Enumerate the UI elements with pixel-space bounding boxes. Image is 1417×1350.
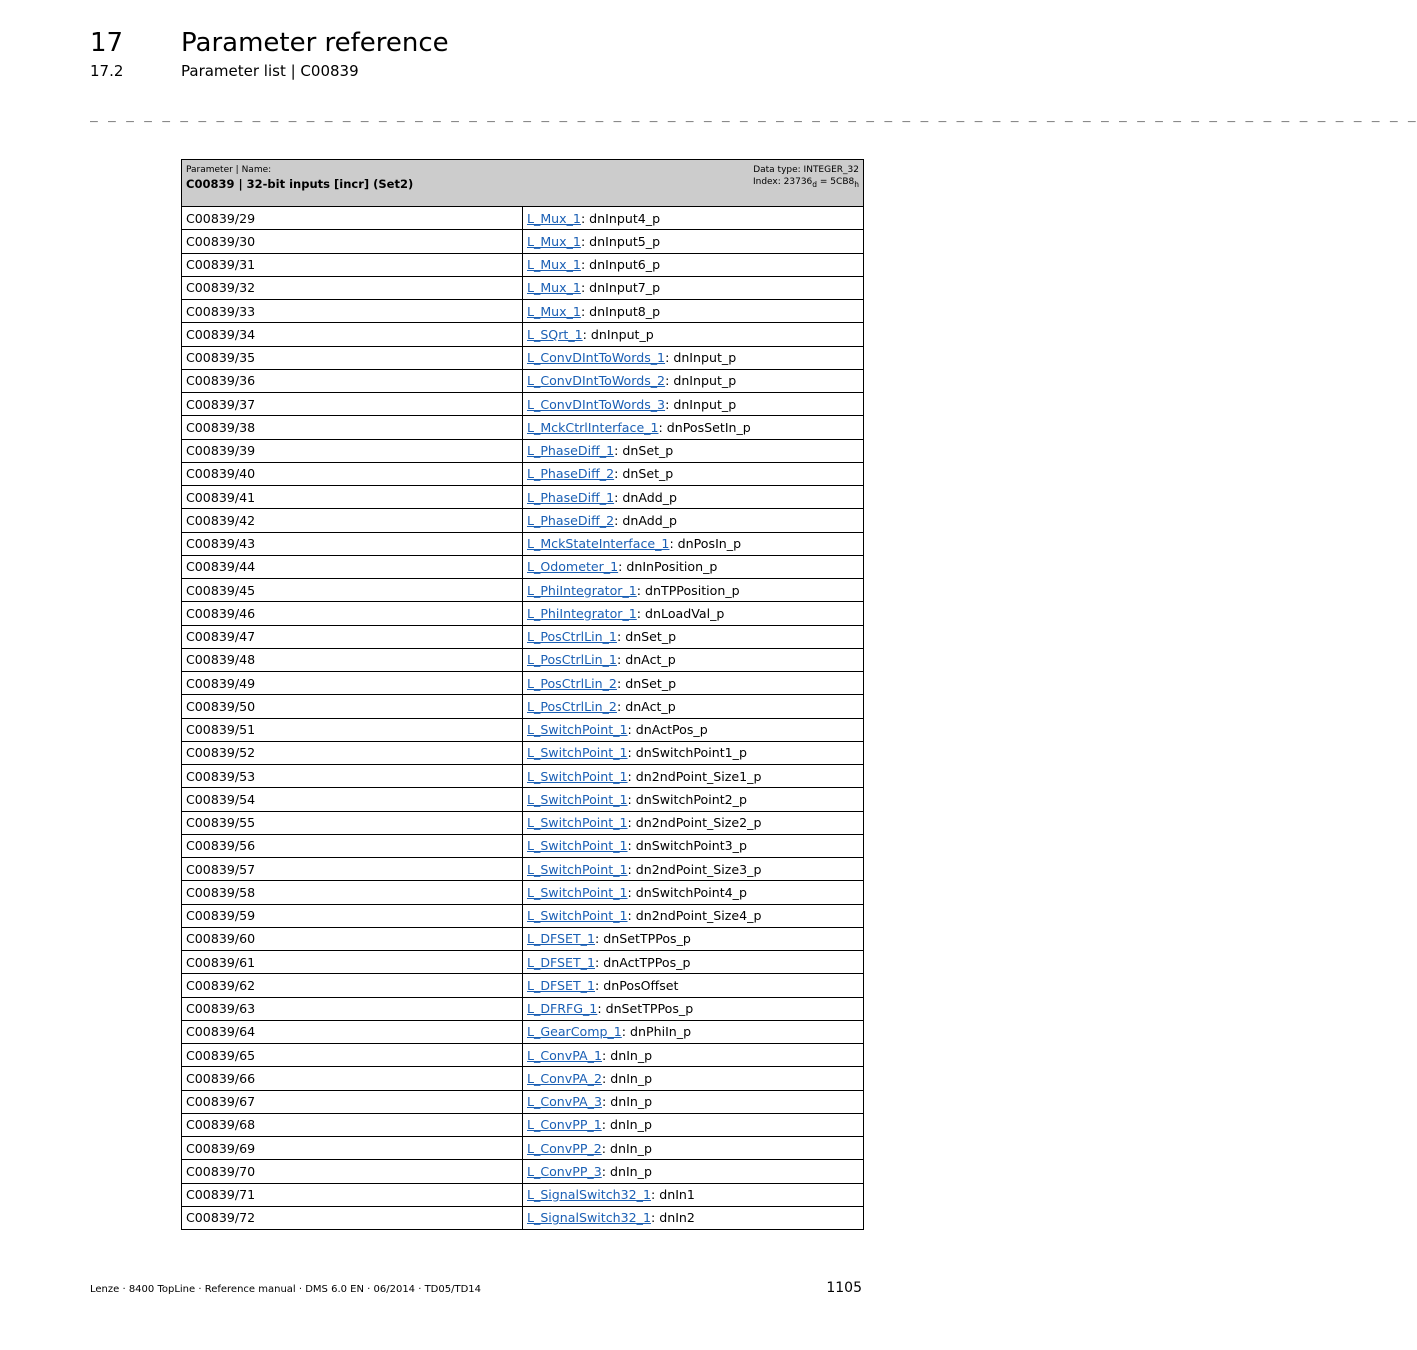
parameter-code: C00839/46 — [182, 602, 523, 625]
function-block-link[interactable]: L_ConvPP_3 — [527, 1163, 602, 1179]
function-block-link[interactable]: L_DFSET_1 — [527, 931, 595, 947]
function-block-link[interactable]: L_ConvDIntToWords_2 — [527, 373, 666, 389]
parameter-source — [523, 207, 864, 230]
parameter-source — [523, 439, 864, 462]
parameter-source — [523, 1090, 864, 1113]
function-block-link[interactable]: L_PosCtrlLin_1 — [527, 652, 617, 668]
parameter-source — [523, 1183, 864, 1206]
signal-name: : dnIn_p — [601, 1140, 652, 1156]
parameter-code: C00839/66 — [182, 1067, 523, 1090]
function-block-link[interactable]: L_Odometer_1 — [527, 559, 619, 575]
parameter-source — [523, 1160, 864, 1183]
function-block-link[interactable]: L_ConvPA_2 — [527, 1070, 602, 1086]
signal-name: : dnInPosition_p — [618, 559, 718, 575]
parameter-code: C00839/70 — [182, 1160, 523, 1183]
signal-name: : dnIn2 — [650, 1210, 695, 1226]
table-row — [182, 323, 864, 346]
parameter-code: C00839/69 — [182, 1137, 523, 1160]
parameter-code: C00839/41 — [182, 486, 523, 509]
table-row — [182, 741, 864, 764]
signal-name: : dnInput7_p — [580, 280, 661, 296]
function-block-link[interactable]: L_SwitchPoint_1 — [527, 815, 628, 831]
signal-name: : dnSet_p — [614, 443, 674, 459]
parameter-code: C00839/62 — [182, 974, 523, 997]
parameter-source — [523, 974, 864, 997]
page-number: 1105 — [826, 1280, 862, 1296]
function-block-link[interactable]: L_SwitchPoint_1 — [527, 722, 628, 738]
parameter-source — [523, 1067, 864, 1090]
parameter-code: C00839/53 — [182, 765, 523, 788]
table-row — [182, 695, 864, 718]
parameter-code: C00839/61 — [182, 951, 523, 974]
function-block-link[interactable]: L_GearComp_1 — [527, 1024, 622, 1040]
parameter-code: C00839/60 — [182, 927, 523, 950]
parameter-code: C00839/55 — [182, 811, 523, 834]
parameter-source — [523, 904, 864, 927]
table-row — [182, 1113, 864, 1136]
signal-name: : dnPosOffset — [595, 977, 679, 993]
table-row — [182, 951, 864, 974]
function-block-link[interactable]: L_ConvPP_2 — [527, 1140, 602, 1156]
parameter-source — [523, 532, 864, 555]
parameter-code: C00839/50 — [182, 695, 523, 718]
parameter-source — [523, 1044, 864, 1067]
function-block-link[interactable]: L_Mux_1 — [527, 280, 581, 296]
table-row — [182, 858, 864, 881]
parameter-source — [523, 997, 864, 1020]
signal-name: : dnAct_p — [616, 652, 676, 668]
table-row — [182, 416, 864, 439]
parameter-code: C00839/37 — [182, 393, 523, 416]
parameter-source — [523, 276, 864, 299]
signal-name: : dnInput8_p — [580, 303, 661, 319]
parameter-source — [523, 788, 864, 811]
parameter-code: C00839/30 — [182, 230, 523, 253]
table-row — [182, 253, 864, 276]
parameter-code: C00839/31 — [182, 253, 523, 276]
signal-name: : dnSetTPPos_p — [595, 931, 691, 947]
table-header-row — [182, 160, 864, 207]
parameter-code: C00839/39 — [182, 439, 523, 462]
function-block-link[interactable]: L_PosCtrlLin_2 — [527, 698, 617, 714]
parameter-source — [523, 1020, 864, 1043]
table-row — [182, 904, 864, 927]
parameter-source — [523, 346, 864, 369]
signal-name: : dnInput6_p — [580, 257, 661, 273]
table-row — [182, 881, 864, 904]
signal-name: : dnAdd_p — [614, 489, 678, 505]
table-row — [182, 765, 864, 788]
table-row — [182, 393, 864, 416]
parameter-source — [523, 300, 864, 323]
signal-name: : dnSwitchPoint1_p — [627, 745, 747, 761]
header-dash-rule: _ _ _ _ _ _ _ _ _ _ _ _ _ _ _ _ _ _ _ _ _ _ _ _ _ _ _ _ _ _ _ _ _ _ _ _ _ _ _ _ _ _ _ _ _ _ _ _ _ _ _ _ _ _ _ _ _ _ _ _ _ _ _ _ _ _ _ _ _ _ _ _ _ _ — [90, 108, 1417, 123]
function-block-link[interactable]: L_PhiIntegrator_1 — [527, 605, 637, 621]
parameter-code: C00839/57 — [182, 858, 523, 881]
function-block-link[interactable]: L_MckStateInterface_1 — [527, 536, 670, 552]
signal-name: : dnIn_p — [601, 1047, 653, 1063]
parameter-source — [523, 253, 864, 276]
signal-name: : dnActTPPos_p — [595, 954, 691, 970]
signal-name: : dnAct_p — [616, 698, 676, 714]
signal-name: : dnInput4_p — [580, 210, 661, 226]
signal-name: : dnPosSetIn_p — [658, 419, 751, 435]
parameter-code: C00839/29 — [182, 207, 523, 230]
signal-name: : dnTPPosition_p — [636, 582, 740, 598]
parameter-code: C00839/52 — [182, 741, 523, 764]
parameter-code: C00839/71 — [182, 1183, 523, 1206]
parameter-code: C00839/72 — [182, 1206, 523, 1229]
parameter-code: C00839/44 — [182, 555, 523, 578]
parameter-code: C00839/56 — [182, 834, 523, 857]
parameter-code: C00839/68 — [182, 1113, 523, 1136]
function-block-link[interactable]: L_ConvPA_1 — [527, 1047, 602, 1063]
parameter-source — [523, 625, 864, 648]
table-row — [182, 276, 864, 299]
signal-name: : dnSwitchPoint4_p — [627, 884, 747, 900]
table-row — [182, 1137, 864, 1160]
table-row — [182, 1160, 864, 1183]
signal-name: : dn2ndPoint_Size4_p — [627, 908, 762, 924]
function-block-link[interactable]: L_ConvPA_3 — [527, 1094, 602, 1110]
table-row — [182, 788, 864, 811]
table-row — [182, 648, 864, 671]
index-value: Index: $23736_d = 5CB8_h$ — [752, 177, 859, 189]
signal-name: : dn2ndPoint_Size3_p — [627, 861, 762, 877]
table-row — [182, 555, 864, 578]
parameter-code: C00839/36 — [182, 369, 523, 392]
table-header-cell — [182, 160, 864, 207]
parameter-code: C00839/47 — [182, 625, 523, 648]
table-row — [182, 532, 864, 555]
table-row — [182, 718, 864, 741]
parameter-name: C00839 | 32-bit inputs [incr] (Set2) — [186, 177, 414, 191]
function-block-link[interactable]: L_SwitchPoint_1 — [527, 768, 628, 784]
data-type: Data type: INTEGER_32 — [753, 165, 859, 175]
parameter-source — [523, 230, 864, 253]
function-block-link[interactable]: L_SwitchPoint_1 — [527, 745, 628, 761]
table-row — [182, 927, 864, 950]
signal-name: : dnAdd_p — [614, 512, 678, 528]
function-block-link[interactable]: L_SignalSwitch32_1 — [527, 1187, 651, 1203]
function-block-link[interactable]: L_SwitchPoint_1 — [527, 908, 628, 924]
signal-name: : dnIn_p — [601, 1163, 652, 1179]
signal-name: : dnIn1 — [650, 1187, 695, 1203]
parameter-code: C00839/48 — [182, 648, 523, 671]
function-block-link[interactable]: L_ConvPP_1 — [527, 1117, 602, 1133]
signal-name: : dnInput_p — [665, 373, 737, 389]
function-block-link[interactable]: L_PhaseDiff_2 — [527, 466, 615, 482]
signal-name: : dnPhiIn_p — [621, 1024, 692, 1040]
function-block-link[interactable]: L_MckCtrlInterface_1 — [527, 419, 659, 435]
parameter-code: C00839/51 — [182, 718, 523, 741]
function-block-link[interactable]: L_PhiIntegrator_1 — [527, 582, 637, 598]
parameter-code: C00839/59 — [182, 904, 523, 927]
parameter-code: C00839/54 — [182, 788, 523, 811]
table-row — [182, 834, 864, 857]
footer-text: Lenze · 8400 TopLine · Reference manual · DMS 6.0 EN · 06/2014 · TD05/TD14 — [90, 1284, 482, 1295]
table-row — [182, 1020, 864, 1043]
table-row — [182, 1044, 864, 1067]
function-block-link[interactable]: L_PosCtrlLin_1 — [527, 629, 617, 645]
parameter-code: C00839/43 — [182, 532, 523, 555]
function-block-link[interactable]: L_Mux_1 — [527, 233, 581, 249]
parameter-code: C00839/38 — [182, 416, 523, 439]
table-row — [182, 462, 864, 485]
table-row — [182, 439, 864, 462]
table-row — [182, 997, 864, 1020]
parameter-code: C00839/45 — [182, 579, 523, 602]
signal-name: : dn2ndPoint_Size2_p — [627, 815, 762, 831]
parameter-source — [523, 927, 864, 950]
parameter-source — [523, 741, 864, 764]
parameter-code: C00839/65 — [182, 1044, 523, 1067]
parameter-source — [523, 672, 864, 695]
parameter-source — [523, 393, 864, 416]
parameter-code: C00839/49 — [182, 672, 523, 695]
parameter-code: C00839/63 — [182, 997, 523, 1020]
table-row — [182, 602, 864, 625]
signal-name: : dnIn_p — [601, 1117, 652, 1133]
section-title: Parameter list | C00839 — [181, 62, 359, 80]
parameter-code: C00839/34 — [182, 323, 523, 346]
signal-name: : dnSet_p — [616, 675, 677, 691]
parameter-source — [523, 765, 864, 788]
table-row — [182, 1090, 864, 1113]
function-block-link[interactable]: L_SwitchPoint_1 — [527, 838, 628, 854]
signal-name: : dnSwitchPoint2_p — [627, 791, 747, 807]
signal-name: : dnSet_p — [616, 629, 677, 645]
parameter-source — [523, 486, 864, 509]
header-label: Parameter | Name: — [186, 165, 272, 175]
function-block-link[interactable]: L_PhaseDiff_1 — [527, 443, 615, 459]
parameter-source — [523, 1113, 864, 1136]
function-block-link[interactable]: L_PhaseDiff_1 — [527, 489, 615, 505]
parameter-code: C00839/33 — [182, 300, 523, 323]
table-row — [182, 346, 864, 369]
parameter-source — [523, 462, 864, 485]
parameter-source — [523, 369, 864, 392]
table-row — [182, 486, 864, 509]
signal-name: : dn2ndPoint_Size1_p — [627, 768, 762, 784]
chapter-title: Parameter reference — [181, 28, 449, 58]
signal-name: : dnSetTPPos_p — [597, 1001, 694, 1017]
signal-name: : dnInput_p — [582, 326, 654, 342]
function-block-link[interactable]: L_ConvDIntToWords_3 — [527, 396, 666, 412]
signal-name: : dnInput5_p — [580, 233, 661, 249]
signal-name: : dnLoadVal_p — [636, 605, 725, 621]
table-row — [182, 300, 864, 323]
function-block-link[interactable]: L_Mux_1 — [527, 303, 581, 319]
section-number: 17.2 — [90, 62, 124, 80]
function-block-link[interactable]: L_SignalSwitch32_1 — [527, 1210, 651, 1226]
table-row — [182, 974, 864, 997]
parameter-code: C00839/67 — [182, 1090, 523, 1113]
parameter-code: C00839/58 — [182, 881, 523, 904]
function-block-link[interactable]: L_PhaseDiff_2 — [527, 512, 615, 528]
table-row — [182, 811, 864, 834]
parameter-code: C00839/42 — [182, 509, 523, 532]
parameter-code: C00839/40 — [182, 462, 523, 485]
parameter-source — [523, 811, 864, 834]
function-block-link[interactable]: L_DFRFG_1 — [527, 1001, 598, 1017]
table-row — [182, 207, 864, 230]
parameter-source — [523, 881, 864, 904]
function-block-link[interactable]: L_SwitchPoint_1 — [527, 791, 628, 807]
function-block-link[interactable]: L_Mux_1 — [527, 210, 581, 226]
parameter-source — [523, 1137, 864, 1160]
chapter-number: 17 — [90, 28, 124, 58]
parameter-source — [523, 858, 864, 881]
parameter-source — [523, 695, 864, 718]
table-row — [182, 1067, 864, 1090]
signal-name: : dnInput_p — [665, 396, 737, 412]
signal-name: : dnSet_p — [614, 466, 674, 482]
parameter-source — [523, 509, 864, 532]
parameter-source — [523, 602, 864, 625]
function-block-link[interactable]: L_Mux_1 — [527, 257, 581, 273]
parameter-table — [181, 159, 864, 1230]
parameter-source — [523, 416, 864, 439]
signal-name: : dnPosIn_p — [669, 536, 742, 552]
table-row — [182, 625, 864, 648]
parameter-source — [523, 579, 864, 602]
parameter-code: C00839/32 — [182, 276, 523, 299]
parameter-source — [523, 834, 864, 857]
table-row — [182, 509, 864, 532]
function-block-link[interactable]: L_SwitchPoint_1 — [527, 861, 628, 877]
parameter-source — [523, 648, 864, 671]
table-row — [182, 672, 864, 695]
signal-name: : dnSwitchPoint3_p — [627, 838, 747, 854]
parameter-source — [523, 1206, 864, 1229]
parameter-code: C00839/64 — [182, 1020, 523, 1043]
function-block-link[interactable]: L_SQrt_1 — [527, 326, 583, 342]
table-row — [182, 579, 864, 602]
function-block-link[interactable]: L_SwitchPoint_1 — [527, 884, 628, 900]
parameter-source — [523, 951, 864, 974]
parameter-source — [523, 555, 864, 578]
function-block-link[interactable]: L_DFSET_1 — [527, 977, 595, 993]
signal-name: : dnIn_p — [601, 1070, 653, 1086]
signal-name: : dnInput_p — [665, 350, 737, 366]
signal-name: : dnIn_p — [601, 1094, 653, 1110]
table-row — [182, 1183, 864, 1206]
table-row — [182, 230, 864, 253]
table-row — [182, 1206, 864, 1229]
function-block-link[interactable]: L_PosCtrlLin_2 — [527, 675, 617, 691]
parameter-code: C00839/35 — [182, 346, 523, 369]
signal-name: : dnActPos_p — [627, 722, 708, 738]
function-block-link[interactable]: L_DFSET_1 — [527, 954, 595, 970]
parameter-source — [523, 718, 864, 741]
function-block-link[interactable]: L_ConvDIntToWords_1 — [527, 350, 666, 366]
parameter-source — [523, 323, 864, 346]
table-row — [182, 369, 864, 392]
